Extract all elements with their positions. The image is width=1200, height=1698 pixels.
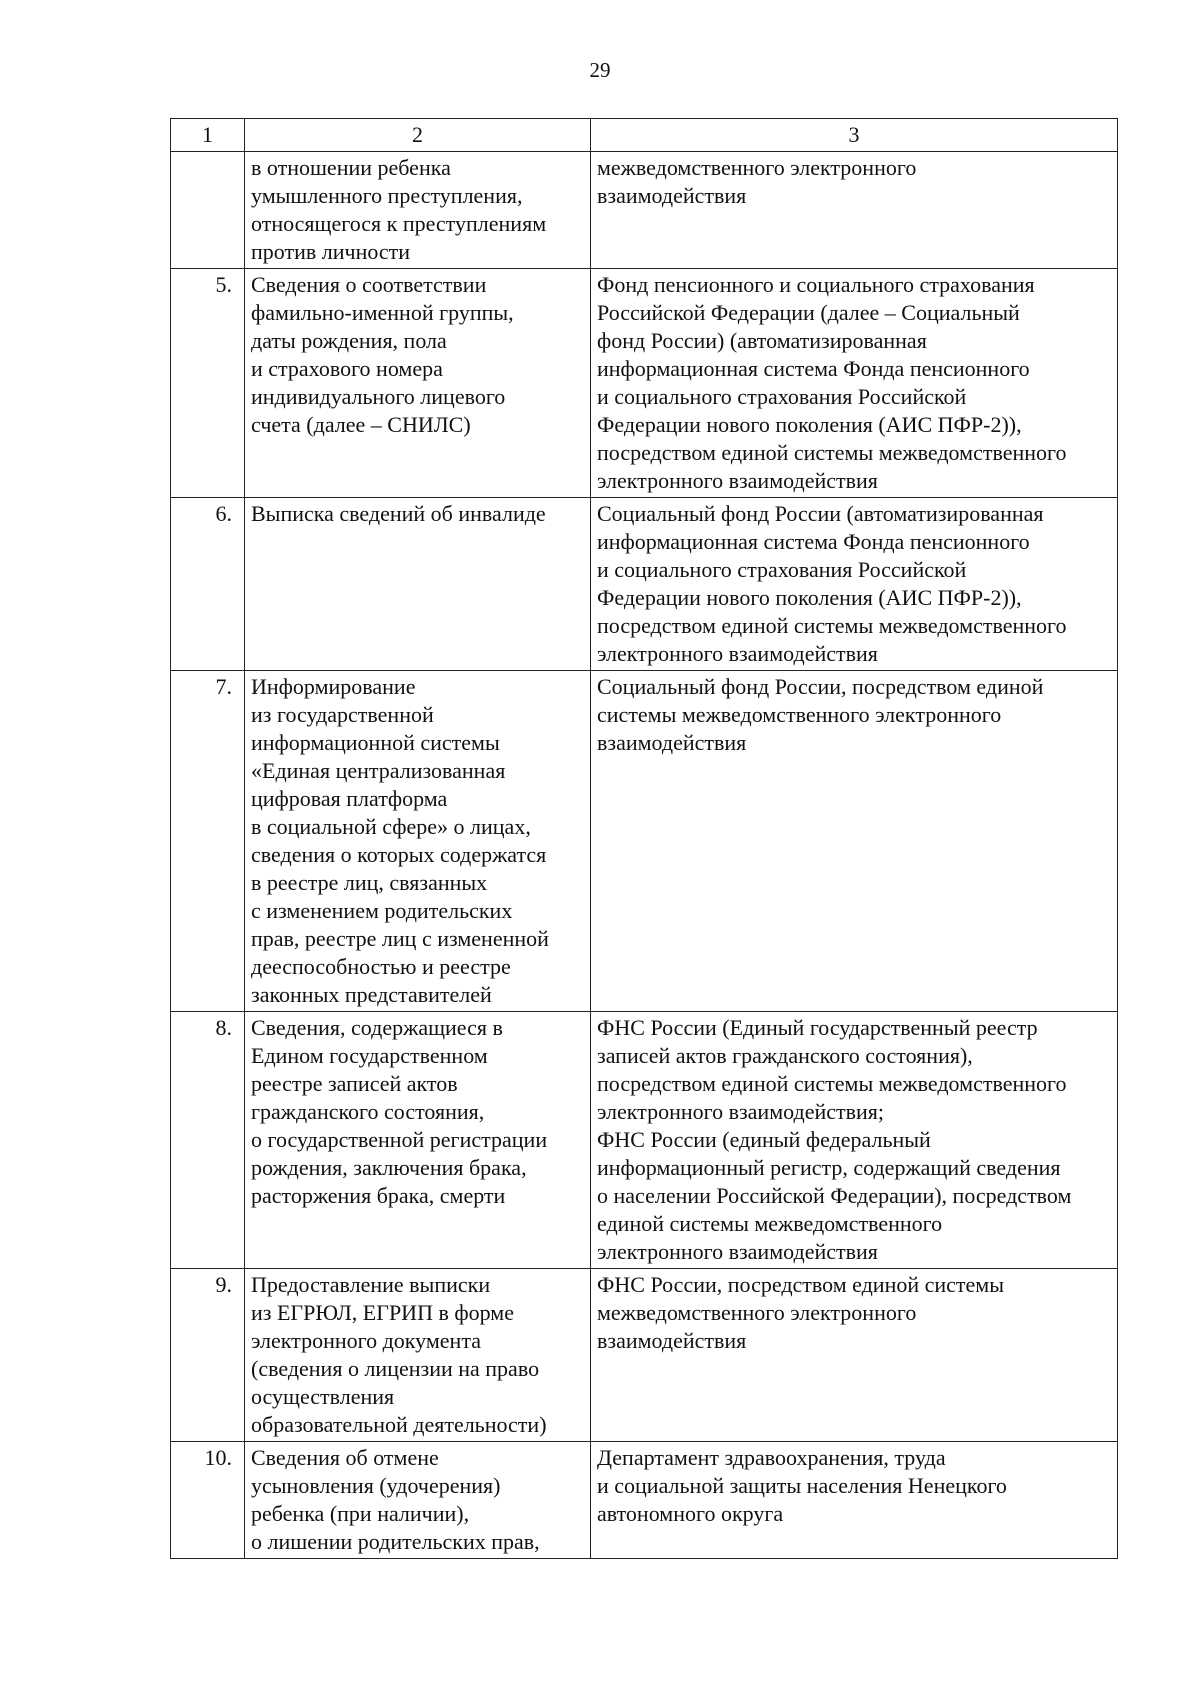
row-number: [171, 152, 245, 269]
header-col-number: 1: [171, 119, 245, 152]
row-source: Фонд пенсионного и социального страхования Российской Федерации (далее – Социальный фонд России) (автоматизированная информационная система Фонда пенсионного и социального страхования Российской Федерации нового поколения (АИС ПФР-2)), посредством единой системы межведомственного электронного взаимодействия: [591, 269, 1118, 498]
page-number: 29: [589, 58, 611, 82]
row-info: Сведения, содержащиеся в Едином государственном реестре записей актов гражданского состояния, о государственной регистрации рождения, заключения брака, расторжения брака, смерти: [245, 1012, 591, 1269]
table-row: [171, 671, 1118, 1012]
header-col-info: 2: [245, 119, 591, 152]
row-number: 6.: [171, 498, 245, 671]
row-number: 8.: [171, 1012, 245, 1269]
row-info: Сведения о соответствии фамильно-именной группы, даты рождения, пола и страхового номера индивидуального лицевого счета (далее – СНИЛС): [245, 269, 591, 498]
table-row: [171, 498, 1118, 671]
row-info: Предоставление выписки из ЕГРЮЛ, ЕГРИП в форме электронного документа (сведения о лицензии на право осуществления образовательной деятельности): [245, 1269, 591, 1442]
row-info: в отношении ребенка умышленного преступления, относящегося к преступлениям против личности: [245, 152, 591, 269]
table-row: [171, 152, 1118, 269]
table-row: [171, 1442, 1118, 1559]
table-header-row: [171, 119, 1118, 152]
row-source: Департамент здравоохранения, труда и социальной защиты населения Ненецкого автономного округа: [591, 1442, 1118, 1559]
row-source: ФНС России, посредством единой системы межведомственного электронного взаимодействия: [591, 1269, 1118, 1442]
table-row: [171, 1012, 1118, 1269]
row-number: 7.: [171, 671, 245, 1012]
row-source: межведомственного электронного взаимодействия: [591, 152, 1118, 269]
document-table: [170, 118, 1118, 1559]
table-row: [171, 1269, 1118, 1442]
row-number: 9.: [171, 1269, 245, 1442]
row-source: ФНС России (Единый государственный реестр записей актов гражданского состояния), посредством единой системы межведомственного электронного взаимодействия; ФНС России (единый федеральный информационный регистр, содержащий сведения о населении Российской Федерации), посредством единой системы межведомственного электронного взаимодействия: [591, 1012, 1118, 1269]
table-row: [171, 269, 1118, 498]
row-number: 5.: [171, 269, 245, 498]
header-col-source: 3: [591, 119, 1118, 152]
row-source: Социальный фонд России, посредством единой системы межведомственного электронного взаимодействия: [591, 671, 1118, 1012]
row-source: Социальный фонд России (автоматизированная информационная система Фонда пенсионного и социального страхования Российской Федерации нового поколения (АИС ПФР-2)), посредством единой системы межведомственного электронного взаимодействия: [591, 498, 1118, 671]
row-info: Информирование из государственной информационной системы «Единая централизованная цифровая платформа в социальной сфере» о лицах, сведения о которых содержатся в реестре лиц, связанных с изменением родительских прав, реестре лиц с измененной дееспособностью и реестре законных представителей: [245, 671, 591, 1012]
row-info: Сведения об отмене усыновления (удочерения) ребенка (при наличии), о лишении родительских прав,: [245, 1442, 591, 1559]
row-info: Выписка сведений об инвалиде: [245, 498, 591, 671]
row-number: 10.: [171, 1442, 245, 1559]
